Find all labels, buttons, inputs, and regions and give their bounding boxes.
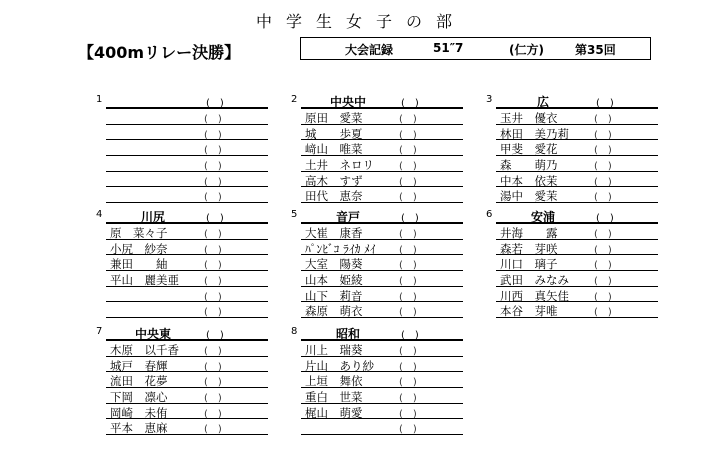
member-paren: ( ) (399, 229, 417, 240)
record-school: (仁方) (509, 43, 544, 57)
member-paren: ( ) (594, 307, 612, 319)
member-name: 井海 露 (500, 226, 558, 240)
member-name: 森原 萌衣 (305, 304, 363, 319)
team-header (291, 208, 463, 224)
member-paren: ( ) (204, 244, 222, 256)
member-paren: ( ) (399, 260, 417, 272)
lane-number: 1 (96, 94, 103, 105)
lane-number: 6 (486, 209, 493, 220)
member-name: 川上 瑞葵 (305, 343, 363, 357)
member-paren: ( ) (204, 260, 222, 272)
team-name: 昭和 (335, 327, 360, 341)
member-name: 平本 恵麻 (110, 421, 168, 436)
team-name: 中央東 (134, 327, 171, 341)
member-name: 片山 あり紗 (305, 358, 374, 373)
member-paren: ( ) (594, 276, 612, 288)
team-header (486, 93, 658, 109)
member-row (496, 240, 658, 256)
member-row (496, 172, 658, 188)
member-name: 湯中 愛茉 (500, 189, 558, 204)
member-name: 原田 愛菜 (305, 111, 363, 125)
member-row (301, 255, 463, 271)
member-paren: ( ) (204, 307, 222, 319)
member-paren: ( ) (399, 129, 417, 141)
member-name: ﾊﾟﾝﾋﾞｺ ﾗｲｶ ﾒｲ (305, 241, 376, 256)
member-name: 大崔 康香 (305, 226, 363, 240)
member-name: 原 菜々子 (110, 226, 168, 240)
team-header (291, 93, 463, 109)
team-header (96, 93, 268, 109)
member-paren: ( ) (204, 229, 222, 240)
member-row (301, 287, 463, 303)
member-name: 平山 麗美亜 (110, 273, 179, 288)
member-paren: ( ) (399, 176, 417, 188)
member-paren: ( ) (594, 229, 612, 240)
member-paren: ( ) (399, 408, 417, 420)
member-name: 武田 みなみ (500, 273, 569, 288)
team-paren: ( ) (401, 330, 419, 341)
member-paren: ( ) (594, 161, 612, 173)
member-paren: ( ) (399, 291, 417, 303)
member-row (496, 302, 658, 318)
member-row (496, 271, 658, 287)
team-paren: ( ) (206, 213, 224, 224)
member-row (106, 109, 268, 125)
team-block (486, 93, 658, 204)
member-row (301, 302, 463, 318)
member-paren: ( ) (399, 377, 417, 389)
team-header (96, 325, 268, 341)
team-block (291, 208, 463, 319)
member-name: 木原 以千香 (110, 343, 179, 357)
member-row (106, 341, 268, 357)
member-paren: ( ) (399, 361, 417, 373)
member-row (301, 372, 463, 388)
member-name: 城戸 春輝 (110, 358, 168, 373)
member-row (106, 302, 268, 318)
member-row (301, 224, 463, 240)
member-name: 梶山 萌愛 (305, 405, 363, 420)
member-row (106, 125, 268, 141)
member-paren: ( ) (399, 114, 417, 125)
member-paren: ( ) (204, 377, 222, 389)
member-row (301, 125, 463, 141)
member-paren: ( ) (399, 393, 417, 405)
lane-number: 2 (291, 94, 298, 105)
member-paren: ( ) (204, 361, 222, 373)
member-row (301, 341, 463, 357)
member-row (496, 140, 658, 156)
member-paren: ( ) (594, 291, 612, 303)
member-row (301, 419, 463, 435)
member-row (106, 357, 268, 373)
member-name: 川口 璃子 (500, 257, 558, 272)
member-name: 川西 真矢佳 (500, 288, 569, 303)
member-paren: ( ) (594, 192, 612, 204)
page-title: 中学生女子の部 (255, 12, 466, 31)
member-paren: ( ) (594, 176, 612, 188)
member-row (496, 109, 658, 125)
team-name: 中央中 (329, 95, 366, 109)
member-row (496, 224, 658, 240)
team-name: 音戸 (335, 210, 360, 224)
team-paren: ( ) (401, 98, 419, 109)
member-row (106, 388, 268, 404)
member-paren: ( ) (204, 276, 222, 288)
member-paren: ( ) (399, 307, 417, 319)
member-paren: ( ) (594, 129, 612, 141)
member-paren: ( ) (399, 276, 417, 288)
member-row (301, 271, 463, 287)
team-name: 広 (536, 95, 549, 109)
lane-number: 4 (96, 209, 103, 220)
member-name: 岡崎 未侑 (110, 405, 168, 420)
member-name: 高木 すず (305, 173, 363, 188)
member-name: 本谷 芽唯 (500, 304, 558, 319)
member-row (301, 404, 463, 420)
member-row (301, 156, 463, 172)
member-paren: ( ) (204, 114, 222, 125)
record-edition: 第35回 (575, 43, 616, 57)
member-name: 中本 依茉 (500, 173, 558, 188)
team-block (486, 208, 658, 319)
member-name: 小尻 紗奈 (110, 241, 168, 256)
team-header (486, 208, 658, 224)
team-name: 安浦 (530, 210, 555, 224)
member-row (301, 240, 463, 256)
lane-number: 5 (291, 209, 298, 220)
member-row (496, 287, 658, 303)
member-paren: ( ) (399, 424, 417, 436)
member-paren: ( ) (204, 346, 222, 357)
lane-number: 3 (486, 94, 493, 105)
team-header (96, 208, 268, 224)
member-row (106, 187, 268, 203)
member-paren: ( ) (204, 192, 222, 204)
member-row (106, 172, 268, 188)
member-row (496, 125, 658, 141)
team-paren: ( ) (206, 330, 224, 341)
member-paren: ( ) (594, 244, 612, 256)
member-name: 兼田 紬 (110, 257, 168, 272)
member-row (106, 372, 268, 388)
member-row (301, 357, 463, 373)
member-name: 玉井 優衣 (500, 111, 558, 125)
member-paren: ( ) (204, 129, 222, 141)
lane-number: 8 (291, 326, 298, 337)
member-name: 山本 姫綾 (305, 273, 363, 288)
member-name: 土井 ネロリ (305, 158, 374, 173)
record-time: 51″7 (433, 41, 464, 55)
team-name: 川尻 (140, 210, 165, 224)
member-paren: ( ) (399, 161, 417, 173)
record-label: 大会記録 (345, 43, 394, 57)
member-paren: ( ) (204, 408, 222, 420)
team-paren: ( ) (596, 98, 614, 109)
team-block (96, 93, 268, 204)
member-name: 大室 陽葵 (305, 257, 363, 272)
member-row (106, 140, 268, 156)
member-row (106, 240, 268, 256)
team-block (291, 93, 463, 204)
member-name: 下岡 凛心 (110, 390, 168, 405)
member-paren: ( ) (204, 424, 222, 436)
team-paren: ( ) (401, 213, 419, 224)
member-paren: ( ) (204, 176, 222, 188)
member-row (106, 419, 268, 435)
member-row (106, 255, 268, 271)
member-row (106, 156, 268, 172)
member-paren: ( ) (399, 192, 417, 204)
member-name: 田代 恵奈 (305, 189, 363, 204)
member-name: 甲斐 愛花 (500, 142, 558, 157)
member-row (496, 156, 658, 172)
team-paren: ( ) (206, 98, 224, 109)
member-name: 﨑山 唯菜 (305, 142, 363, 157)
member-name: 重白 世菜 (305, 390, 363, 405)
team-paren: ( ) (596, 213, 614, 224)
event-title: 【400mリレー決勝】 (78, 43, 241, 62)
member-row (496, 187, 658, 203)
team-header (291, 325, 463, 341)
team-block (96, 325, 268, 436)
member-paren: ( ) (399, 346, 417, 357)
member-row (301, 109, 463, 125)
team-block (291, 325, 463, 436)
member-paren: ( ) (204, 145, 222, 157)
member-row (301, 388, 463, 404)
team-block (96, 208, 268, 319)
member-name: 森 萌乃 (500, 158, 558, 173)
member-row (106, 224, 268, 240)
member-row (106, 271, 268, 287)
member-name: 山下 莉音 (305, 288, 363, 303)
member-paren: ( ) (204, 291, 222, 303)
record-box (300, 37, 651, 60)
member-row (301, 172, 463, 188)
member-row (106, 287, 268, 303)
member-row (301, 187, 463, 203)
member-paren: ( ) (399, 244, 417, 256)
member-name: 森若 芽咲 (500, 241, 558, 256)
member-paren: ( ) (594, 114, 612, 125)
member-paren: ( ) (594, 145, 612, 157)
member-name: 城 歩夏 (305, 126, 363, 141)
member-paren: ( ) (204, 161, 222, 173)
member-name: 上垣 舞依 (305, 374, 363, 389)
member-name: 林田 美乃莉 (500, 126, 569, 141)
lane-number: 7 (96, 326, 103, 337)
member-name: 流田 花夢 (110, 374, 168, 389)
member-row (301, 140, 463, 156)
member-paren: ( ) (399, 145, 417, 157)
member-row (106, 404, 268, 420)
member-paren: ( ) (594, 260, 612, 272)
member-row (496, 255, 658, 271)
member-paren: ( ) (204, 393, 222, 405)
